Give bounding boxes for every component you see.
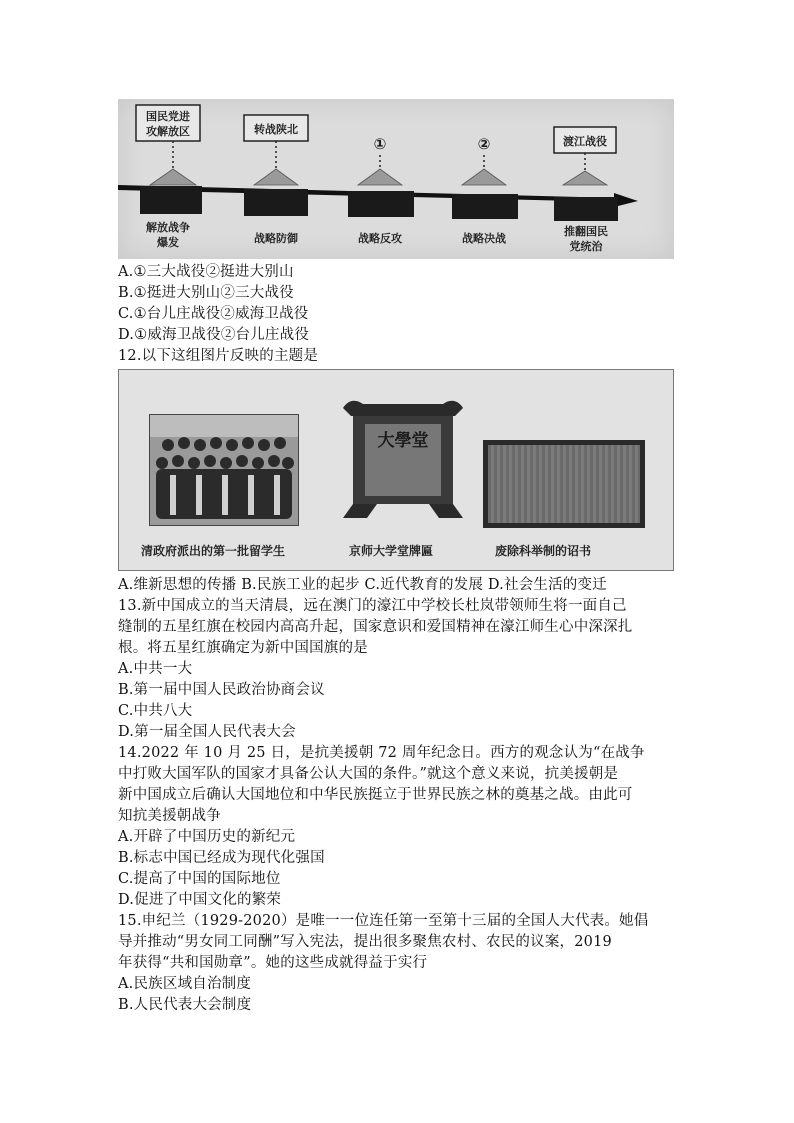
q14-stem-line-2: 中打败大国军队的国家才具备公认大国的条件。”就这个意义来说，抗美援朝是 xyxy=(118,766,619,782)
q13-option-d: D.第一届全国人民代表大会 xyxy=(118,724,296,740)
plaque-text: 大學堂 xyxy=(377,431,429,451)
label-blank-2: ② xyxy=(477,135,491,153)
plaque-image xyxy=(337,394,469,528)
label-decisive: 战略决战 xyxy=(462,232,506,245)
caption-decree: 废除科举制的诏书 xyxy=(495,544,592,558)
photo-group-figure xyxy=(118,369,674,571)
label-overthrow-1: 推翻国民 xyxy=(564,225,608,238)
q15-stem-line-2: 导并推动“男女同工同酬”写入宪法，提出很多聚焦农村、农民的议案，2019 xyxy=(118,934,612,950)
label-overthrow-2: 党统治 xyxy=(569,240,603,253)
q13-option-b: B.第一届中国人民政治协商会议 xyxy=(118,682,325,698)
q14-option-d: D.促进了中国文化的繁荣 xyxy=(118,892,282,908)
timeline-figure xyxy=(118,99,674,259)
label-dujiang: 渡江战役 xyxy=(563,135,607,148)
q14-option-a: A.开辟了中国历史的新纪元 xyxy=(118,829,296,845)
students-photo xyxy=(149,414,299,526)
label-shaanbei: 转战陕北 xyxy=(254,123,298,136)
decree-image xyxy=(483,440,645,528)
label-kmt-attack-1: 国民党进 xyxy=(146,110,190,123)
label-blank-1: ① xyxy=(373,135,387,153)
q11-option-d: D.①威海卫战役②台儿庄战役 xyxy=(118,327,310,343)
caption-students: 清政府派出的第一批留学生 xyxy=(141,544,286,558)
q12-options: A.维新思想的传播 B.民族工业的起步 C.近代教育的发展 D.社会生活的变迁 xyxy=(118,577,607,593)
label-defense: 战略防御 xyxy=(254,232,298,245)
q11-option-b: B.①挺进大别山②三大战役 xyxy=(118,285,294,301)
q14-option-c: C.提高了中国的国际地位 xyxy=(118,871,281,887)
q15-option-b: B.人民代表大会制度 xyxy=(118,997,252,1013)
q15-option-a: A.民族区域自治制度 xyxy=(118,976,252,992)
q13-option-c: C.中共八大 xyxy=(118,703,193,719)
q14-option-b: B.标志中国已经成为现代化强国 xyxy=(118,850,325,866)
label-kmt-attack-2: 攻解放区 xyxy=(146,125,190,138)
q13-stem-line-1: 13.新中国成立的当天清晨，远在澳门的濠江中学校长杜岚带领师生将一面自己 xyxy=(118,598,627,614)
timeline-diagram xyxy=(118,99,674,259)
q15-stem-line-1: 15.申纪兰（1929-2020）是唯一一位连任第一至第十三届的全国人大代表。她倡 xyxy=(118,913,649,929)
q11-option-a: A.①三大战役②挺进大别山 xyxy=(118,264,294,280)
q13-option-a: A.中共一大 xyxy=(118,661,193,677)
label-counteroffensive: 战略反攻 xyxy=(358,232,402,245)
q14-stem-line-1: 14.2022 年 10 月 25 日，是抗美援朝 72 周年纪念日。西方的观念认为“在战争 xyxy=(118,745,645,761)
q14-stem-line-3: 新中国成立后确认大国地位和中华民族挺立于世界民族之林的奠基之战。由此可 xyxy=(118,787,633,803)
label-war-start-2: 爆发 xyxy=(157,236,179,249)
caption-plaque: 京师大学堂牌匾 xyxy=(349,544,434,558)
q13-stem-line-2: 缝制的五星红旗在校园内高高升起，国家意识和爱国精神在濠江师生心中深深扎 xyxy=(118,619,633,635)
q11-option-c: C.①台儿庄战役②威海卫战役 xyxy=(118,306,309,322)
label-war-start-1: 解放战争 xyxy=(146,221,190,234)
q14-stem-line-4: 知抗美援朝战争 xyxy=(118,808,221,824)
q13-stem-line-3: 根。将五星红旗确定为新中国国旗的是 xyxy=(118,640,368,656)
q15-stem-line-3: 年获得“共和国勋章”。她的这些成就得益于实行 xyxy=(118,955,428,971)
q12-stem: 12.以下这组图片反映的主题是 xyxy=(118,348,319,364)
